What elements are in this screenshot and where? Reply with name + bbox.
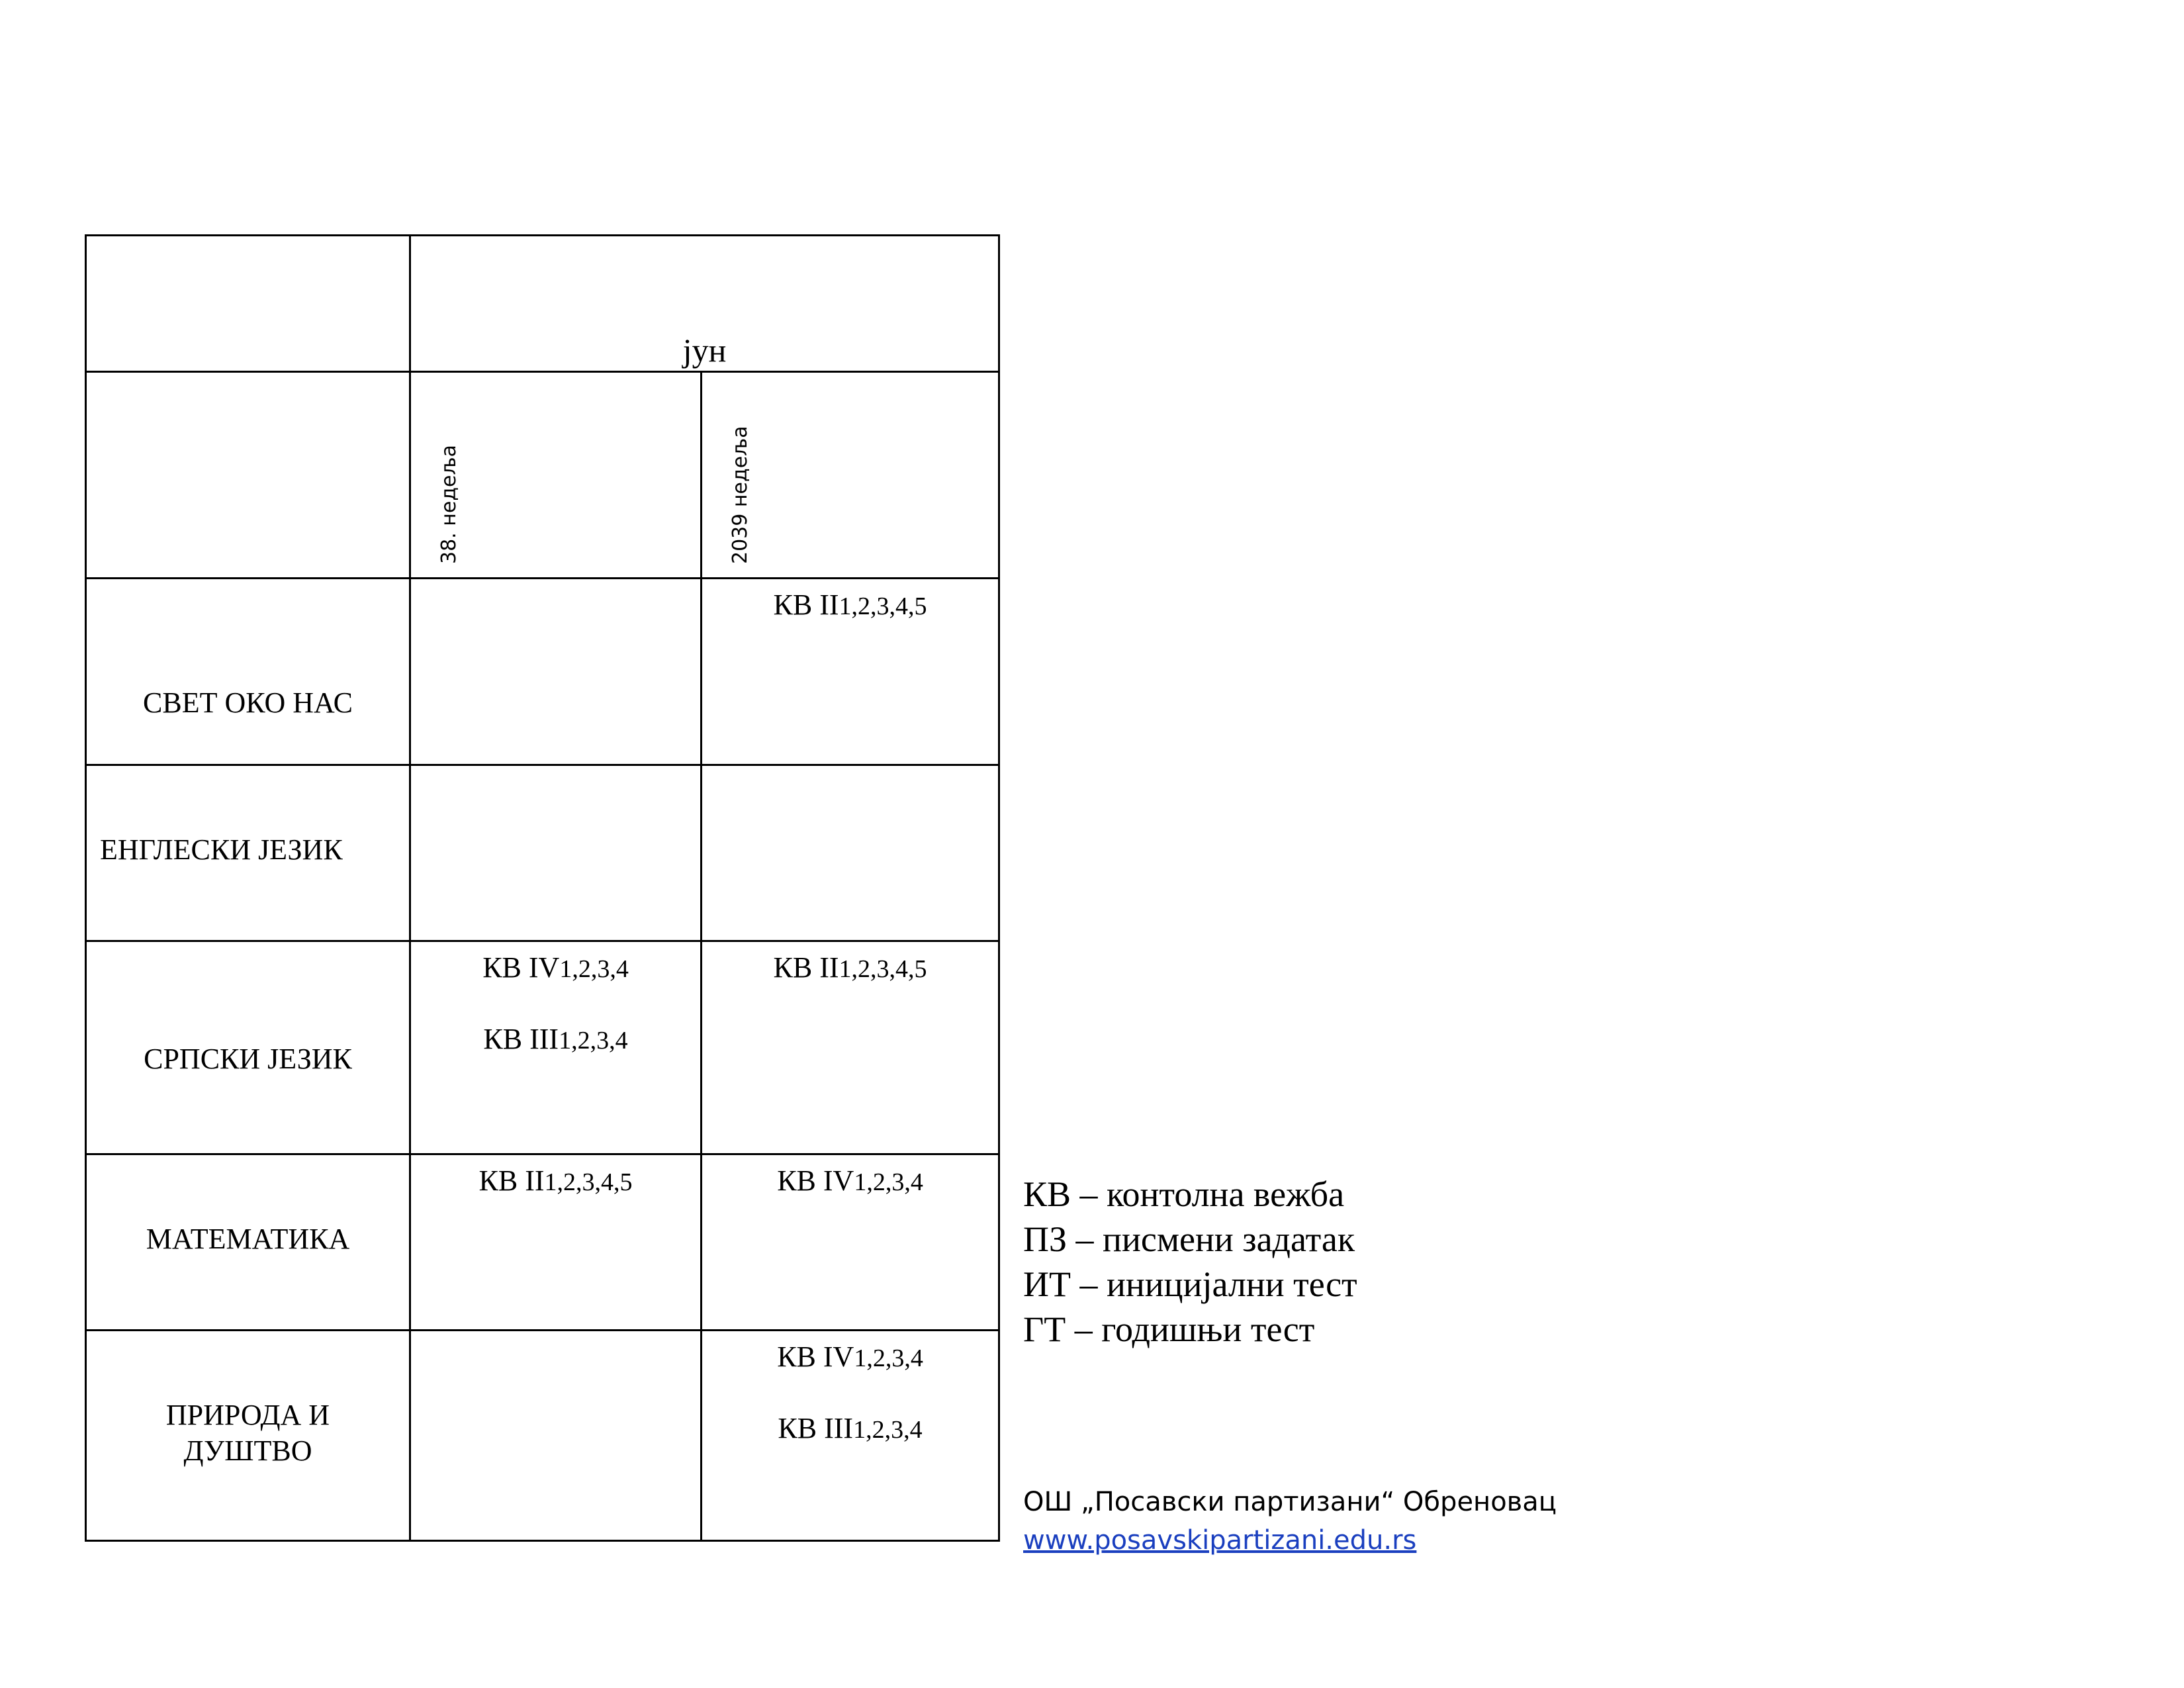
subject-cell [86, 765, 410, 941]
corner-cell [86, 236, 410, 372]
subject-label-svet-oko-nas: СВЕТ ОКО НАС [143, 686, 353, 719]
subject-label-srpski-jezik: СРПСКИ ЈЕЗИК [144, 1043, 352, 1075]
week-label-1: 38. недеља [437, 445, 461, 564]
schedule-cell [702, 1331, 999, 1541]
assessment-entry: КВ II1,2,3,4,5 [773, 588, 927, 621]
corner-cell-2 [86, 372, 410, 579]
assessment-entry: КВ III1,2,3,4 [483, 1023, 628, 1055]
month-header-cell [410, 236, 999, 372]
schedule-cell [410, 941, 702, 1154]
schedule-cell-empty [410, 765, 702, 941]
subject-label-engleski-jezik: ЕНГЛЕСКИ ЈЕЗИК [100, 833, 343, 866]
legend-item: КВ – контолна вежба [1023, 1174, 1345, 1214]
week-label-2: 2039 недеља [729, 426, 752, 564]
schedule-cell-empty [702, 765, 999, 941]
schedule-cell-empty [410, 1331, 702, 1541]
week-header-cell-2 [702, 372, 999, 579]
assessment-entry: КВ II1,2,3,4,5 [773, 951, 927, 984]
abbreviation-legend [1023, 1172, 1357, 1352]
schedule-cell [702, 1154, 999, 1331]
school-name: ОШ „Посавски партизани“ Обреновац [1023, 1487, 1557, 1517]
subject-cell [86, 941, 410, 1154]
subject-cell [86, 1331, 410, 1541]
assessment-entry: КВ IV1,2,3,4 [482, 951, 629, 984]
month-label: јун [682, 332, 727, 369]
legend-item: ГТ – годишњи тест [1023, 1309, 1315, 1349]
legend-item: ИТ – иницијални тест [1023, 1264, 1357, 1304]
schedule-cell [702, 579, 999, 765]
subject-cell [86, 1154, 410, 1331]
schedule-cell [410, 1154, 702, 1331]
subject-cell [86, 579, 410, 765]
subject-label-matematika: МАТЕМАТИКА [146, 1223, 350, 1255]
legend-item: ПЗ – писмени задатак [1023, 1219, 1355, 1259]
schedule-cell-empty [410, 579, 702, 765]
assessment-entry: КВ IV1,2,3,4 [777, 1164, 923, 1197]
school-footer [1023, 1483, 1557, 1560]
assessment-entry: КВ II1,2,3,4,5 [478, 1164, 633, 1197]
subject-label-priroda-i-drustvo: ПРИРОДА И ДУШТВО [165, 1399, 330, 1467]
assessment-entry: КВ III1,2,3,4 [778, 1412, 923, 1444]
exam-schedule-table [85, 234, 1000, 1542]
schedule-cell [702, 941, 999, 1154]
week-header-cell-1 [410, 372, 702, 579]
assessment-entry: КВ IV1,2,3,4 [777, 1340, 923, 1373]
school-website-link[interactable]: www.posavskipartizani.edu.rs [1023, 1525, 1417, 1556]
